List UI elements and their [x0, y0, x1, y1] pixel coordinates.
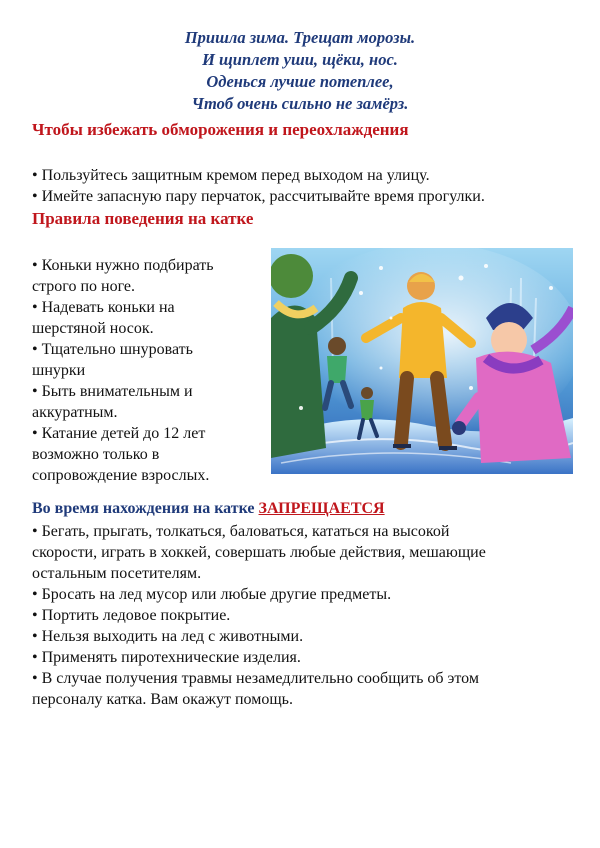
- frostbite-item: • Имейте запасную пару перчаток, рассчитывайте время прогулки.: [32, 188, 485, 205]
- rink-rules-list: [32, 255, 214, 486]
- forbidden-line: • Бросать на лед мусор или любые другие предметы.: [32, 586, 392, 603]
- forbidden-line: остальным посетителям.: [32, 565, 202, 582]
- forbidden-line: скорости, играть в хоккей, совершать любые действия, мешающие: [32, 544, 486, 561]
- forbidden-warning: ЗАПРЕЩАЕТСЯ: [258, 500, 385, 517]
- forbidden-list: [32, 521, 486, 710]
- poem-line: Чтоб очень сильно не замёрз.: [191, 94, 409, 113]
- forbidden-line: • Портить ледовое покрытие.: [32, 607, 231, 624]
- rink-rules-heading: Правила поведения на катке: [32, 209, 254, 228]
- rule-line: шерстяной носок.: [32, 320, 154, 337]
- rule-line: • Коньки нужно подбирать: [32, 257, 214, 274]
- rule-line: • Надевать коньки на: [32, 299, 175, 316]
- poem: [0, 27, 600, 115]
- rule-line: • Быть внимательным и: [32, 383, 193, 400]
- rule-line: возможно только в: [32, 446, 160, 463]
- rule-line: аккуратным.: [32, 404, 118, 421]
- poem-line: Пришла зима. Трещат морозы.: [184, 28, 416, 47]
- forbidden-heading: [32, 500, 385, 518]
- frostbite-item: • Пользуйтесь защитным кремом перед выходом на улицу.: [32, 167, 430, 184]
- forbidden-line: • В случае получения травмы незамедлительно сообщить об этом: [32, 670, 479, 687]
- rule-line: • Тщательно шнуровать: [32, 341, 193, 358]
- forbidden-line: • Нельзя выходить на лед с животными.: [32, 628, 304, 645]
- frostbite-heading: Чтобы избежать обморожения и переохлаждения: [32, 120, 409, 139]
- rule-line: сопровождение взрослых.: [32, 467, 210, 484]
- rule-line: шнурки: [32, 362, 86, 379]
- skating-illustration: [271, 248, 573, 474]
- rule-line: • Катание детей до 12 лет: [32, 425, 206, 442]
- forbidden-heading-prefix: Во время нахождения на катке: [32, 500, 259, 517]
- forbidden-line: персоналу катка. Вам окажут помощь.: [32, 691, 293, 708]
- forbidden-line: • Бегать, прыгать, толкаться, баловаться, кататься на высокой: [32, 523, 450, 540]
- poem-line: Оденься лучше потеплее,: [206, 72, 394, 91]
- poem-line: И щиплет уши, щёки, нос.: [202, 50, 398, 69]
- rule-line: строго по ноге.: [32, 278, 136, 295]
- forbidden-line: • Применять пиротехнические изделия.: [32, 649, 301, 666]
